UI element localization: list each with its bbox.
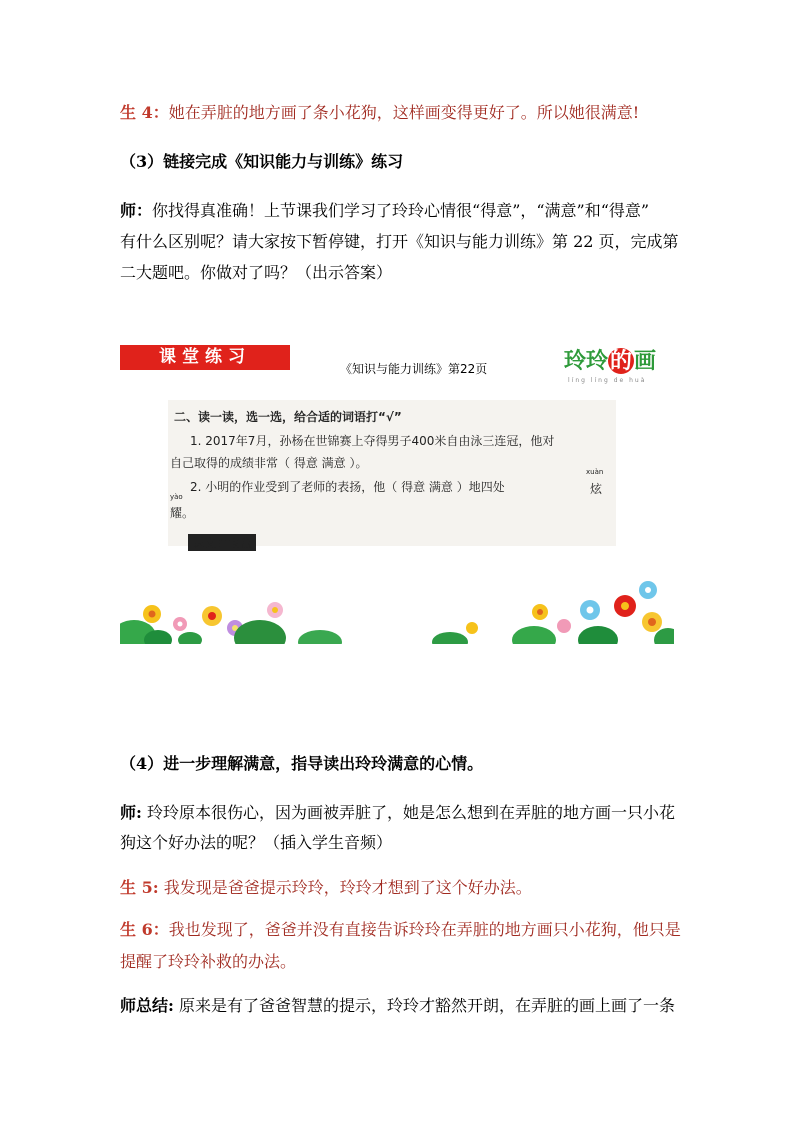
- student-5-text: 我发现是爸爸提示玲玲，玲玲才想到了这个好办法。: [158, 878, 532, 897]
- question-2: 2. 小明的作业受到了老师的表扬，他（ 得意 满意 ）地四处: [190, 480, 505, 494]
- student-4-text: 她在弄脏的地方画了条小花狗，这样画变得更好了。所以她很满意!: [168, 103, 640, 122]
- slide-logo: [564, 344, 656, 375]
- logo-part-c: 画: [634, 348, 657, 374]
- teacher2-line-1: [120, 803, 675, 823]
- teacher-line-1: [120, 201, 649, 221]
- question-1b: 自己取得的成绩非常（ 得意 满意 ）。: [170, 456, 368, 470]
- teacher-line-3: 二大题吧。你做对了吗？（出示答案）: [120, 263, 393, 282]
- textbook-footer: 课文百宝盒: [188, 534, 256, 551]
- exercise-slide-image: [120, 338, 674, 644]
- pinyin-xuan: xuàn: [586, 468, 604, 476]
- speaker-label: 师总结:: [120, 996, 174, 1015]
- logo-part-a: 玲玲: [564, 348, 609, 374]
- logo-pinyin: líng líng de huà: [568, 377, 647, 384]
- student-5-line: [120, 878, 532, 898]
- flower-decoration: [120, 566, 674, 644]
- teacher-line-2: 有什么区别呢？请大家按下暂停键，打开《知识与能力训练》第 22 页，完成第: [120, 232, 679, 251]
- student-6-line-1: [120, 920, 681, 940]
- question-title: 二、读一读，选一选，给合适的词语打“√”: [174, 410, 402, 424]
- speaker-label: 生 4：: [120, 103, 169, 122]
- slide-banner: 课堂练习: [120, 345, 290, 370]
- char-yao: 耀。: [170, 506, 195, 520]
- speaker-label: 师:: [120, 803, 142, 822]
- teacher-summary-line: [120, 996, 675, 1016]
- speaker-label: 生 5:: [120, 878, 159, 897]
- char-xuan: 炫: [590, 482, 603, 496]
- teacher2-line-2: 狗这个好办法的呢？（插入学生音频）: [120, 833, 393, 852]
- student-4-line: [120, 103, 639, 123]
- speaker-label: 师：: [120, 201, 153, 220]
- teacher2-text: 玲玲原本很伤心，因为画被弄脏了，她是怎么想到在弄脏的地方画一只小花: [141, 803, 676, 822]
- teacher-text: 你找得真准确！上节课我们学习了玲玲心情很“得意”，“满意”和“得意”: [152, 201, 650, 220]
- question-1a: 1. 2017年7月，孙杨在世锦赛上夺得男子400米自由泳三连冠，他对: [190, 434, 555, 448]
- student-6-line-2: 提醒了玲玲补救的办法。: [120, 952, 297, 971]
- textbook-photo: [168, 400, 616, 550]
- slide-reference: 《知识与能力训练》第22页: [340, 362, 488, 376]
- speaker-label: 生 6：: [120, 920, 169, 939]
- pinyin-yao: yào: [170, 493, 183, 501]
- section-heading-3: （3）链接完成《知识能力与训练》练习: [120, 152, 404, 171]
- student-6-text: 我也发现了，爸爸并没有直接告诉玲玲在弄脏的地方画只小花狗，他只是: [168, 920, 681, 939]
- summary-text: 原来是有了爸爸智慧的提示，玲玲才豁然开朗，在弄脏的画上画了一条: [173, 996, 676, 1015]
- section-heading-4: （4）进一步理解满意，指导读出玲玲满意的心情。: [120, 754, 484, 773]
- logo-part-b: 的: [610, 348, 633, 374]
